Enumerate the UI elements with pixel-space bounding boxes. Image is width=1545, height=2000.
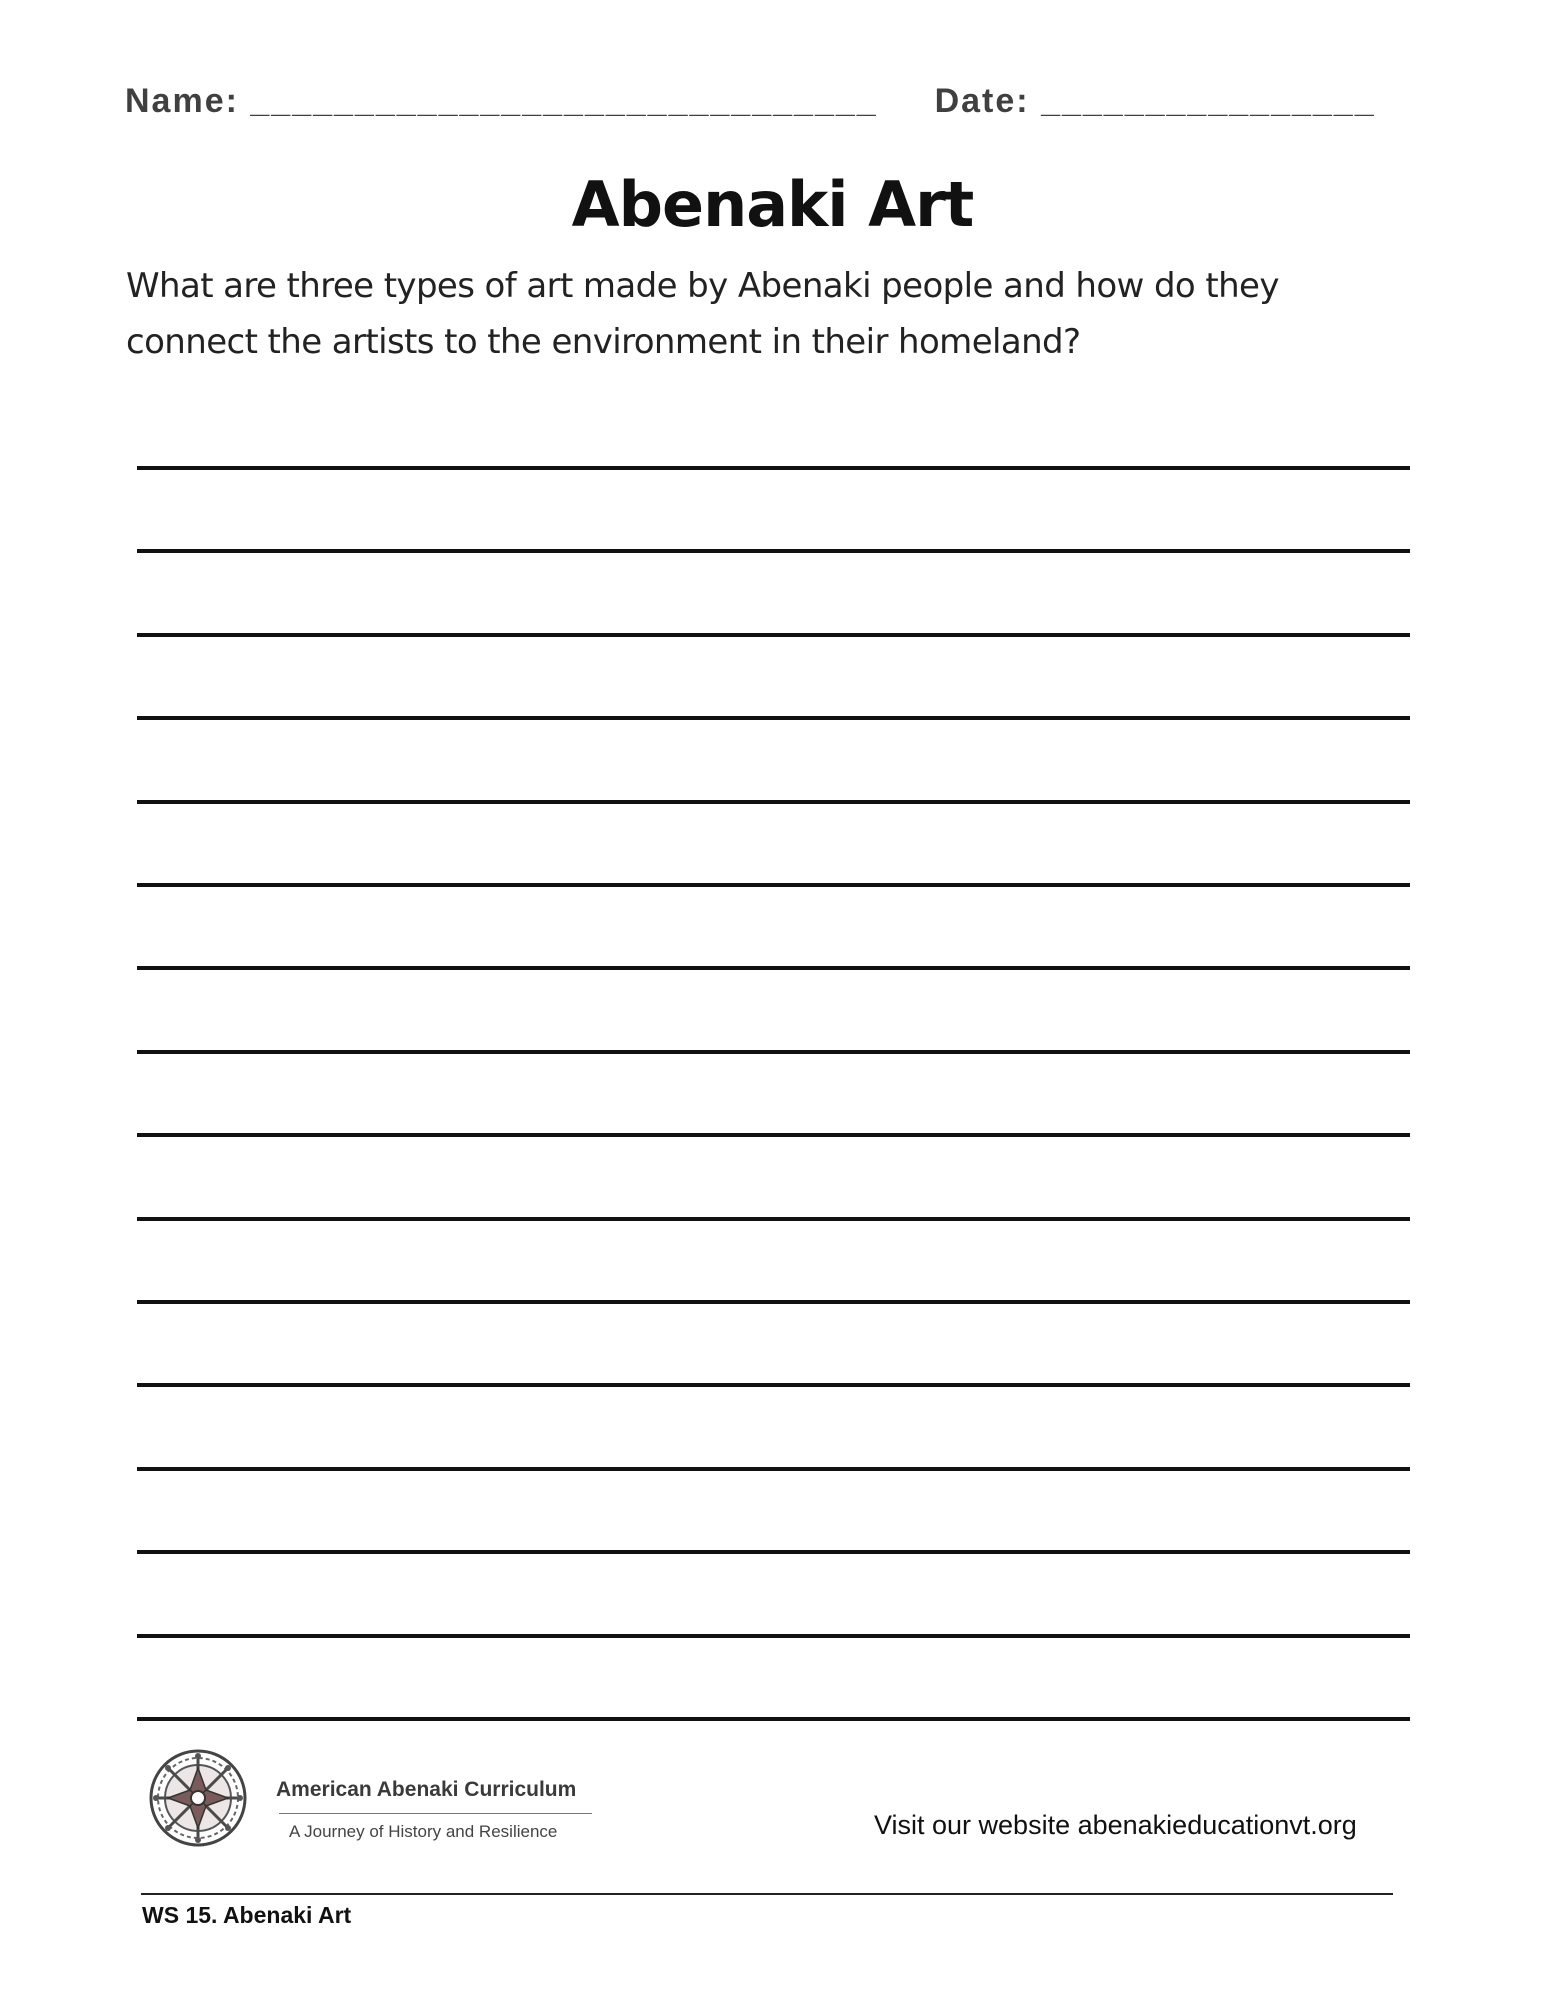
footer-divider [141,1893,1393,1895]
name-label: Name: [125,82,239,120]
medallion-logo-icon [148,1748,248,1848]
answer-line [137,966,1410,970]
answer-line [137,716,1410,720]
answer-line [137,1133,1410,1137]
answer-line [137,800,1410,804]
date-label: Date: [934,82,1030,120]
date-blank: ________________ [1041,82,1376,120]
curriculum-subtitle: A Journey of History and Resilience [289,1822,558,1841]
answer-line [137,1550,1410,1554]
name-blank: ______________________________ [250,82,878,120]
answer-line [137,1634,1410,1638]
brand-divider [279,1813,592,1814]
answer-line [137,1717,1410,1721]
page-title: Abenaki Art [571,168,974,241]
answer-line [137,633,1410,637]
answer-line [137,1217,1410,1221]
answer-line [137,466,1410,470]
website-text: Visit our website abenakieducationvt.org [874,1810,1357,1840]
answer-lines [137,466,1410,1726]
answer-line [137,1467,1410,1471]
answer-line [137,549,1410,553]
curriculum-title: American Abenaki Curriculum [276,1778,577,1801]
answer-line [137,1050,1410,1054]
answer-line [137,1300,1410,1304]
question-prompt: What are three types of art made by Abenaki people and how do they connect the artists to the environment in their homeland? [126,266,1279,362]
worksheet-label: WS 15. Abenaki Art [142,1902,352,1928]
header-row [125,82,1425,121]
answer-line [137,883,1410,887]
answer-line [137,1383,1410,1387]
